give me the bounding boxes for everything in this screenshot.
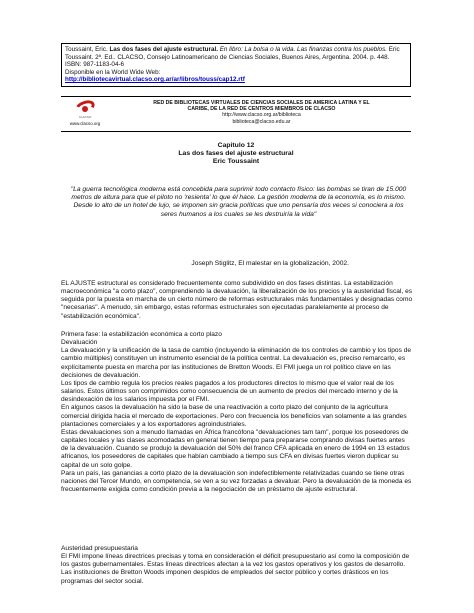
paragraph-devaluation-5: Para un país, las ganancias a corto plazo de la devaluación son indefectiblemente relativizadas cuando se tiene otras naciones del Tercer Mundo, en competencia, se ven a su vez forzadas a devaluar. Pero la devaluación de la moneda es frecuentemente exigida como condición previa a la negociación de un préstamo de ajuste estructural. bbox=[61, 469, 412, 493]
chapter-number: Capitulo 12 bbox=[217, 142, 255, 149]
epigraph-quote: "La guerra tecnológica moderna está concebida para suprimir todo contacto físico: las bombas se tiran de 15.000 metros de altura para que el piloto no 'resienta' lo que él hace. La gestión moderna de la economía, es lo mismo. Desde lo alto de un hotel de lujo, se imponen sin gracia políticas que uno pensaría dos veces si conociera a los seres humanos a los cuales se les destruiría la vida" bbox=[70, 186, 407, 218]
paragraph-devaluation-2: Los tipos de cambio regula los precios reales pagados a los productores directos lo mismo que el valor real de los salarios. Estos últimos son comprimidos como consecuencia de un aumento de precios del mercado interno y de la desindexación de los salarios impuesta por el FMI. bbox=[61, 379, 398, 404]
network-email: biblioteca@clacso.edu.ar bbox=[232, 118, 291, 125]
devaluation-heading: Devaluación bbox=[61, 339, 98, 347]
bottom-divider bbox=[61, 131, 411, 132]
chapter-author: Eric Toussaint bbox=[212, 158, 260, 166]
paragraph-devaluation-3: En algunos casos la devaluación ha sido la base de una reactivación a corto plazo del conjunto de la agricultura comercial dirigida hacia el mercado de exportaciones. Pero con frecuencia los beneficios van solamente a las grandes plantaciones comerciales y a los exportadores agroindustriales. bbox=[61, 404, 407, 428]
paragraph-austerity-1: El FMI impone líneas directrices precisas y toma en consideración el déficit presupuestario así como la composición de los gastos gubernamentales. Estas líneas directrices afectan a la vez los gastos operativos y los gastos de desarrollo. Las instituciones de Bretton Woods imponen despidos de empleados del sector público y cortes drásticos en los programas del sector social. bbox=[61, 553, 410, 585]
reference-link[interactable]: http://bibliotecavirtual.clacso.org.ar/ar/libros/touss/cap12.rtf bbox=[65, 76, 245, 84]
reference-details: Eric Toussaint. 2ª. Ed.. CLACSO, Consejo Latinoamericano de Ciencias Sociales, Buenos Aires, Argentina. 2004. p. 448. ISBN: 987-1183-04-6 bbox=[65, 46, 400, 69]
body-section-austerity bbox=[61, 545, 413, 586]
paragraph-devaluation-4: Estas devaluaciones son a menudo llamadas en África francófona "devaluaciones tam tam", porque los poseedores de capitales locales y las clases acomodadas en general tienen tiempo para prepararse comprando divisas fuertes antes de la devaluación. Cuando se produjo la devaluación del 50% del franco CFA aplicada en enero de 1994 en 13 estados africanos, los poseedores de capitales que habían cambiado a tiempo sus CFA en divisas fuertes vieron duplicar su capital de un solo golpe. bbox=[61, 428, 410, 469]
top-divider bbox=[61, 96, 411, 97]
reference-availability: Disponible en la World Wide Web: bbox=[65, 68, 161, 76]
reference-book: En libro: La bolsa o la vida. Las finanzas contra los pueblos. bbox=[219, 46, 388, 53]
reference-box bbox=[61, 43, 411, 87]
epigraph-attribution: Joseph Stiglitz, El malestar en la globalización, 2002. bbox=[191, 260, 349, 267]
network-header bbox=[112, 100, 411, 125]
paragraph-devaluation-1: La devaluación y la unificación de la tasa de cambio (incluyendo la eliminación de los controles de cambio y los tipos de cambio múltiples) constituyen un instrumento esencial de la política central. La devaluación es, preciso remarcarlo, es explícitamente puesta en marcha por las instituciones de Bretton Woods. El FMI juega un rol político clave en las decisiones de devaluación. bbox=[61, 347, 412, 379]
reference-author: Toussaint, Eric. bbox=[65, 46, 108, 53]
network-url: http://www.clacso.org.ar/biblioteca bbox=[222, 112, 301, 119]
phase1-heading: Primera fase: la estabilización económica a corto plazo bbox=[61, 331, 222, 338]
logo-url: www.clacso.org bbox=[69, 121, 101, 126]
clacso-logo-icon bbox=[75, 101, 95, 116]
body-section-phase1 bbox=[61, 331, 413, 494]
chapter-heading bbox=[61, 142, 411, 167]
austerity-heading: Austeridad presupuestaria bbox=[61, 545, 138, 552]
reference-title: Las dos fases del ajuste estructural. bbox=[109, 46, 218, 53]
body-intro bbox=[61, 280, 413, 321]
clacso-logo-block bbox=[62, 101, 108, 126]
chapter-title: Las dos fases del ajuste estructural bbox=[178, 150, 294, 158]
logo-wordmark: CLACSO bbox=[78, 115, 92, 119]
intro-paragraph: EL AJUSTE estructural es considerado frecuentemente como subdividido en dos fases distintas. La estabilización macroeconómica "a corto plazo", comprendiendo la devaluación, la liberalización de los precios y la austeridad fiscal, es seguida por la puesta en marcha de un cierto número de reformas estructurales más fundamentales y designadas como "necesarias". A menudo, sin embargo, estas reformas estructurales son ejecutadas paralelamente al proceso de "estabilización económica". bbox=[61, 280, 413, 320]
network-line1: RED DE BIBLIOTECAS VIRTUALES DE CIENCIAS SOCIALES DE AMERICA LATINA Y EL bbox=[153, 100, 370, 106]
network-line2: CARIBE, DE LA RED DE CENTROS MIEMBROS DE CLACSO bbox=[187, 106, 336, 113]
